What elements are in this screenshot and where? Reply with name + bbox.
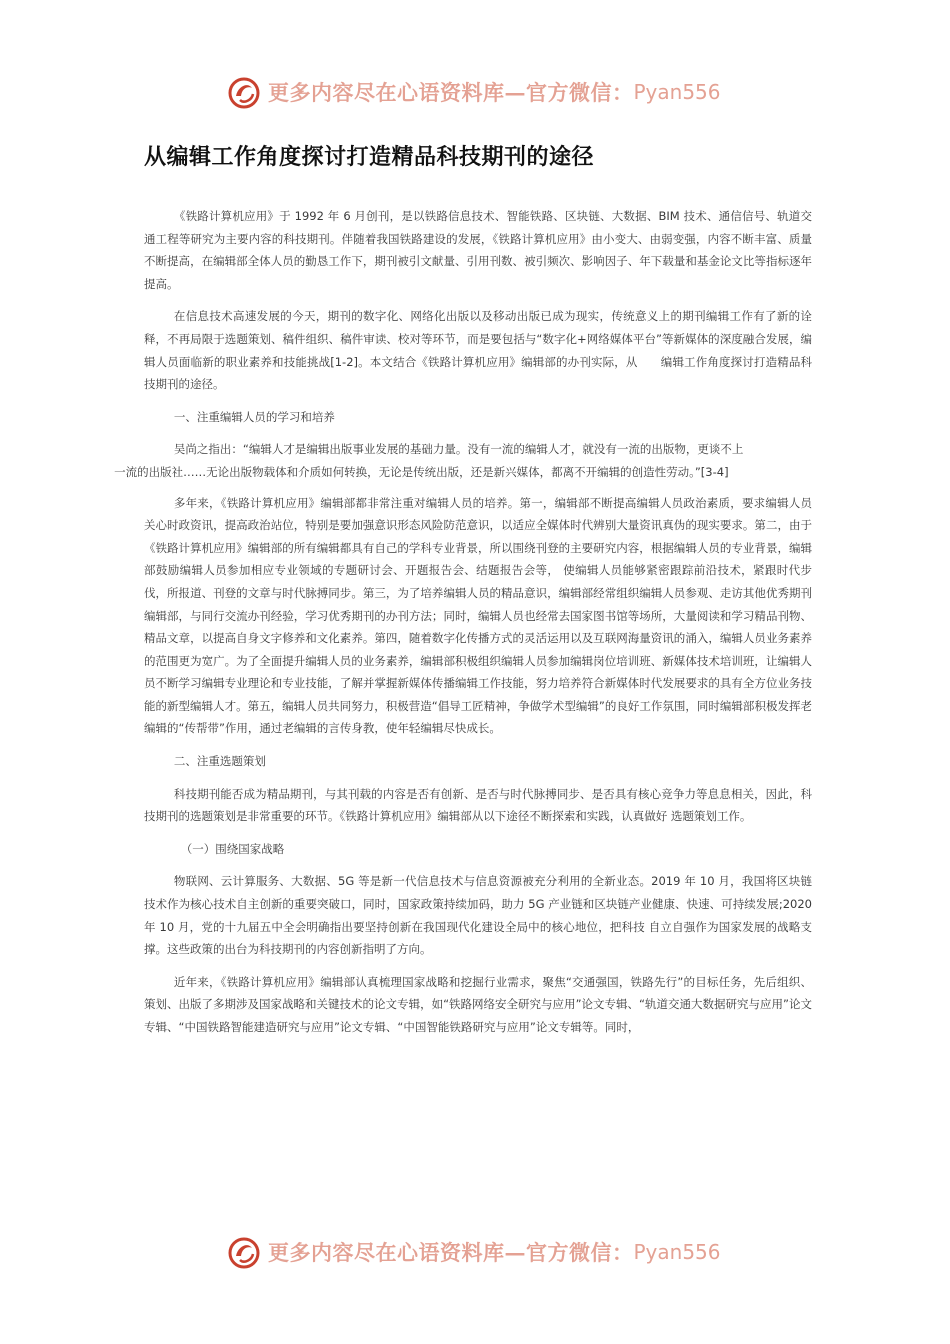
paragraph: 在信息技术高速发展的今天，期刊的数字化、网络化出版以及移动出版已成为现实，传统意义上的期刊编辑工作有了新的诠释，不再局限于选题策划、稿件组织、稿件审读、校对等环节，而是要包括与“数字化+网络媒体平台”等新媒体的深度融合发展，编辑人员面临新的职业素养和技能挑战[1-2]。本文结合《铁路计算机应用》编辑部的办刊实际，从 编辑工作角度探讨打造精品科技期刊的途径。 [144, 309, 812, 392]
header-banner [226, 72, 721, 112]
article-body [114, 205, 812, 1049]
paragraph: 物联网、云计算服务、大数据、5G 等是新一代信息技术与信息资源被充分利用的全新业态。2019 年 10 月，我国将区块链技术作为核心技术自主创新的重要突破口，同时，国家政策持续加码，助力 5G 产业链和区块链产业健康、快速、可持续发展;2020 年 10 月，党的十九届五中全会明确指出要坚持创新在我国现代化建设全局中的核心地位，把科技 自立自强作为国家发展的战略支撑。这些政策的出台为科技期刊的内容创新指明了方向。 [144, 874, 812, 957]
subsection-heading: （一）围绕国家战略 [180, 841, 285, 856]
flame-swirl-logo-icon [226, 74, 262, 110]
flame-swirl-logo-icon [226, 1234, 262, 1270]
paragraph: 近年来，《铁路计算机应用》编辑部认真梳理国家战略和挖掘行业需求，聚焦“交通强国，铁路先行”的目标任务，先后组织、策划、出版了多期涉及国家战略和关键技术的论文专辑，如“铁路网络安全研究与应用”论文专辑、“轨道交通大数据研究与应用”论文专辑、“中国铁路智能建造研究与应用”论文专辑、“中国智能铁路研究与应用”论文专辑等。同时， [144, 974, 812, 1034]
section-heading: 二、注重选题策划 [173, 754, 266, 769]
paragraph: 科技期刊能否成为精品期刊，与其刊载的内容是否有创新、是否与时代脉搏同步、是否具有核心竞争力等息息相关，因此，科技期刊的选题策划是非常重要的环节。《铁路计算机应用》编辑部从以下途径不断探索和实践，认真做好 选题策划工作。 [144, 786, 812, 824]
footer-banner [226, 1232, 721, 1272]
banner-wechat-id: Pyan556 [633, 1240, 721, 1264]
page-title: 从编辑工作角度探讨打造精品科技期刊的途径 [144, 145, 595, 170]
section-heading: 一、注重编辑人员的学习和培养 [173, 409, 335, 424]
quote-paragraph [114, 438, 812, 483]
banner-text: 更多内容尽在心语资料库—官方微信： [268, 80, 634, 105]
paragraph: 《铁路计算机应用》于 1992 年 6 月创刊，是以铁路信息技术、智能铁路、区块链、大数据、BIM 技术、通信信号、轨道交通工程等研究为主要内容的科技期刊。伴随着我国铁路建设的发展，《铁路计算机应用》由小变大、由弱变强，内容不断丰富、质量不断提高，在编辑部全体人员的勤恳工作下，期刊被引文献量、引用刊数、被引频次、影响因子、年下载量和基金论文比等指标逐年提高。 [144, 209, 812, 291]
quote-line: 一流的出版社……无论出版物载体和介质如何转换，无论是传统出版，还是新兴媒体，都离不开编辑的创造性劳动。”[3-4] [114, 464, 729, 479]
banner-wechat-id: Pyan556 [633, 80, 721, 104]
banner-text: 更多内容尽在心语资料库—官方微信： [268, 1240, 634, 1265]
quote-line: 吴尚之指出：“编辑人才是编辑出版事业发展的基础力量。没有一流的编辑人才，就没有一流的出版物，更谈不上 [173, 442, 744, 457]
paragraph: 多年来，《铁路计算机应用》编辑部都非常注重对编辑人员的培养。第一，编辑部不断提高编辑人员政治素质，要求编辑人员关心时政资讯，提高政治站位，特别是要加强意识形态风险防范意识，以适应全媒体时代辨别大量资讯真伪的现实要求。第二，由于《铁路计算机应用》编辑部的所有编辑都具有自己的学科专业背景，所以围绕刊登的主要研究内容，根据编辑人员的专业背景，编辑部鼓励编辑人员参加相应专业领域的专题研讨会、开题报告会、结题报告会等， 使编辑人员能够紧密跟踪前沿技术，紧跟时代步伐，所报道、刊登的文章与时代脉搏同步。第三，为了培养编辑人员的精品意识，编辑部经常组织编辑人员参观、走访其他优秀期刊编辑部，与同行交流办刊经验，学习优秀期刊的办刊方法；同时，编辑人员也经常去国家图书馆等场所，大量阅读和学习精品刊物、精品文章，以提高自身文字修养和文化素养。第四，随着数字化传播方式的灵活运用以及互联网海量资讯的涌入，编辑人员业务素养的范围更为宽广。为了全面提升编辑人员的业务素养，编辑部积极组织编辑人员参加编辑岗位培训班、新媒体技术培训班，让编辑人员不断学习编辑专业理论和专业技能，了解并掌握新媒体传播编辑工作技能，努力培养符合新媒体时代发展要求的具有全方位业务技能的新型编辑人才。第五，编辑人员共同努力，积极营造“倡导工匠精神，争做学术型编辑”的良好工作氛围，同时编辑部积极发挥老编辑的“传帮带”作用，通过老编辑的言传身教，使年轻编辑尽快成长。 [144, 495, 812, 736]
